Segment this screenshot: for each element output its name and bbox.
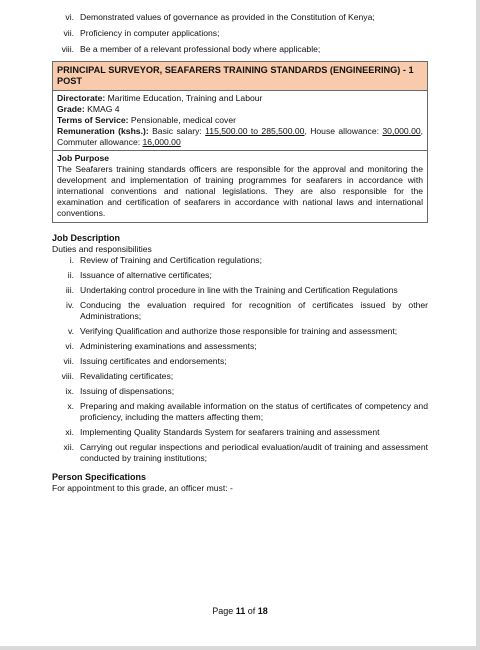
list-number: x. <box>67 401 74 411</box>
job-purpose-label: Job Purpose <box>57 153 110 163</box>
list-item <box>52 300 428 322</box>
list-number: i. <box>69 255 74 265</box>
list-number: ix. <box>65 386 74 396</box>
house-allowance-label: , House allowance: <box>304 126 380 136</box>
list-text: Demonstrated values of governance as provided in the Constitution of Kenya; <box>80 12 375 22</box>
post-details-table <box>52 61 428 223</box>
list-number: vi. <box>65 341 74 351</box>
page-number: 11 <box>235 606 246 616</box>
list-item <box>52 401 428 423</box>
list-text: Verifying Qualification and authorize those responsible for training and assessment; <box>80 326 398 336</box>
list-item <box>52 386 428 397</box>
remuneration-label: Remuneration (kshs.): <box>57 126 149 136</box>
grade-value: KMAG 4 <box>87 104 120 114</box>
duties-subtitle: Duties and responsibilities <box>52 244 152 254</box>
list-number: vii. <box>63 356 74 366</box>
list-number: vii. <box>63 28 74 38</box>
list-number: v. <box>67 326 74 336</box>
list-number: vi. <box>65 12 74 22</box>
list-text: Carrying out regular inspections and periodical evaluation/audit of training and assessment conducted by training institutions; <box>80 442 428 463</box>
list-number: viii. <box>61 371 74 381</box>
of-word: of <box>247 606 256 616</box>
page-content <box>52 12 428 494</box>
list-number: iv. <box>66 300 74 310</box>
directorate-value: Maritime Education, Training and Labour <box>107 93 263 103</box>
job-description-heading: Job Description <box>52 233 121 243</box>
list-item <box>52 28 428 39</box>
job-purpose-text: The Seafarers training standards officers are responsible for the approval and monitoring the development and implementation of training programmes for seafarers in accordance with international conventions and national legislations. They are also responsible for the examination and certification of seafarers in accordance with national laws and international conventions. <box>57 164 423 218</box>
person-spec-text: For appointment to this grade, an officer must: - <box>52 483 233 493</box>
post-meta <box>53 91 427 151</box>
list-item <box>52 12 428 23</box>
page-footer <box>0 606 480 616</box>
list-text: Administering examinations and assessments; <box>80 341 257 351</box>
basic-salary-label: Basic salary: <box>152 126 202 136</box>
list-item <box>52 356 428 367</box>
basic-salary-value: 115,500.00 to 285,500.00 <box>205 126 305 136</box>
list-text: Revalidating certificates; <box>80 371 174 381</box>
list-text: Proficiency in computer applications; <box>80 28 220 38</box>
house-allowance-value: 30,000.00 <box>382 126 421 136</box>
list-item <box>52 255 428 266</box>
page-total: 18 <box>257 606 268 616</box>
terms-value: Pensionable, medical cover <box>130 115 236 125</box>
grade-row <box>57 104 423 115</box>
list-number: viii. <box>61 44 74 54</box>
list-item <box>52 326 428 337</box>
list-number: iii. <box>65 285 74 295</box>
person-spec-heading: Person Specifications <box>52 472 147 482</box>
grade-label: Grade: <box>57 104 85 114</box>
page-edge-right <box>476 0 480 650</box>
list-number: xii. <box>63 442 74 452</box>
post-title: PRINCIPAL SURVEYOR, SEAFARERS TRAINING STANDARDS (ENGINEERING) - 1 POST <box>53 62 427 91</box>
list-text: Issuing of dispensations; <box>80 386 175 396</box>
list-text: Conducing the evaluation required for recognition of certificates issued by other Administrations; <box>80 300 428 321</box>
list-text: Issuing certificates and endorsements; <box>80 356 227 366</box>
list-text: Implementing Quality Standards System for seafarers training and assessment <box>80 427 380 437</box>
list-item <box>52 285 428 296</box>
list-number: ii. <box>67 270 74 280</box>
job-purpose <box>53 151 427 222</box>
list-item <box>52 44 428 55</box>
list-number: xi. <box>65 427 74 437</box>
commuter-allowance-value: 16,000.00 <box>142 137 181 147</box>
page-edge-bottom <box>0 646 480 650</box>
list-item <box>52 341 428 352</box>
directorate-row <box>57 93 423 104</box>
commuter-allowance-label: , Commuter allowance: <box>57 126 424 147</box>
terms-label: Terms of Service: <box>57 115 129 125</box>
list-text: Undertaking control procedure in line with the Training and Certification Regulations <box>80 285 398 295</box>
list-item <box>52 442 428 464</box>
list-item <box>52 270 428 281</box>
list-text: Preparing and making available information on the status of certificates of competency and proficiency, including the matters affecting them; <box>80 401 428 422</box>
terms-row <box>57 115 423 126</box>
list-text: Issuance of alternative certificates; <box>80 270 212 280</box>
list-text: Be a member of a relevant professional body where applicable; <box>80 44 321 54</box>
list-item <box>52 371 428 382</box>
requirements-list <box>52 12 428 55</box>
remuneration-row <box>57 126 423 148</box>
directorate-label: Directorate: <box>57 93 106 103</box>
duties-list <box>52 255 428 464</box>
list-text: Review of Training and Certification regulations; <box>80 255 262 265</box>
page-word: Page <box>212 606 234 616</box>
list-item <box>52 427 428 438</box>
